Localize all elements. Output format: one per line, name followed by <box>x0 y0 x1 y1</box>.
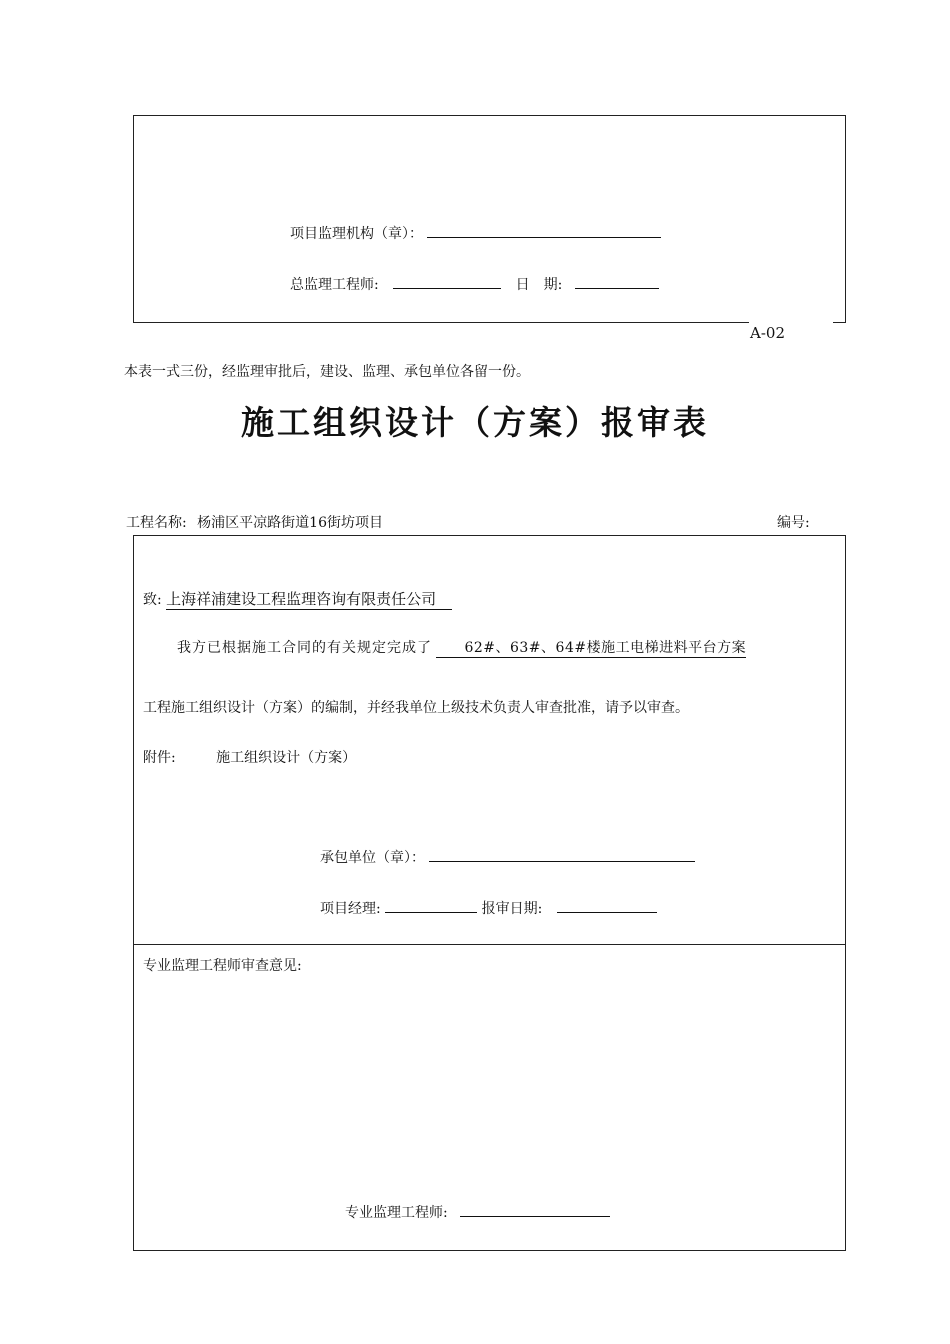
project-manager-row <box>320 898 657 918</box>
letter-body-line1 <box>177 637 746 657</box>
form-code: A-02 <box>750 324 785 342</box>
letter-body-line2: 工程施工组织设计（方案）的编制，并经我单位上级技术负责人审查批准，请予以审查。 <box>143 700 689 716</box>
approval-date-label: 日 期: <box>515 277 563 293</box>
recipient-label: 致: <box>143 592 162 608</box>
review-engineer-label: 专业监理工程师: <box>345 1205 448 1221</box>
project-name-label: 工程名称: <box>126 515 187 531</box>
contractor-seal-field[interactable] <box>429 847 695 862</box>
review-engineer-row <box>345 1202 610 1222</box>
supervision-org-seal-label: 项目监理机构（章）： <box>290 226 423 242</box>
review-opinion-label: 专业监理工程师审查意见: <box>143 958 302 974</box>
form-number-label: 编号: <box>777 515 810 531</box>
report-date-field[interactable] <box>557 898 657 913</box>
chief-engineer-field[interactable] <box>393 274 501 289</box>
letter-body-prefix: 我方已根据施工合同的有关规定完成了 <box>177 640 432 656</box>
contractor-seal-label: 承包单位（章）： <box>320 850 425 866</box>
form-title: 施工组织设计（方案）报审表 <box>241 403 709 442</box>
recipient-row <box>143 588 452 609</box>
top-box-bottom-border-right <box>833 322 846 323</box>
section-divider <box>133 944 846 945</box>
copies-note: 本表一式三份，经监理审批后，建设、监理、承包单位各留一份。 <box>124 364 530 380</box>
letter-body-project: 62#、63#、64#楼施工电梯进料平台方案 <box>436 640 746 658</box>
project-name-row <box>126 512 383 532</box>
attachment-row <box>143 747 356 767</box>
contractor-seal-row <box>320 847 695 867</box>
project-manager-field[interactable] <box>385 898 477 913</box>
supervision-org-seal-field[interactable] <box>427 223 661 238</box>
attachment-label: 附件: <box>143 750 176 766</box>
attachment-value: 施工组织设计（方案） <box>216 750 357 766</box>
chief-engineer-row <box>290 274 659 294</box>
top-box-bottom-border <box>133 322 749 323</box>
recipient-value: 上海祥浦建设工程监理咨询有限责任公司 <box>166 591 452 610</box>
project-manager-label: 项目经理: <box>320 901 381 917</box>
report-date-label: 报审日期: <box>481 901 543 917</box>
project-name-value: 杨浦区平凉路街道16街坊项目 <box>197 515 383 531</box>
review-engineer-field[interactable] <box>460 1202 610 1217</box>
approval-date-field[interactable] <box>575 274 659 289</box>
chief-engineer-label: 总监理工程师: <box>290 277 379 293</box>
supervision-org-seal-row <box>290 223 661 243</box>
